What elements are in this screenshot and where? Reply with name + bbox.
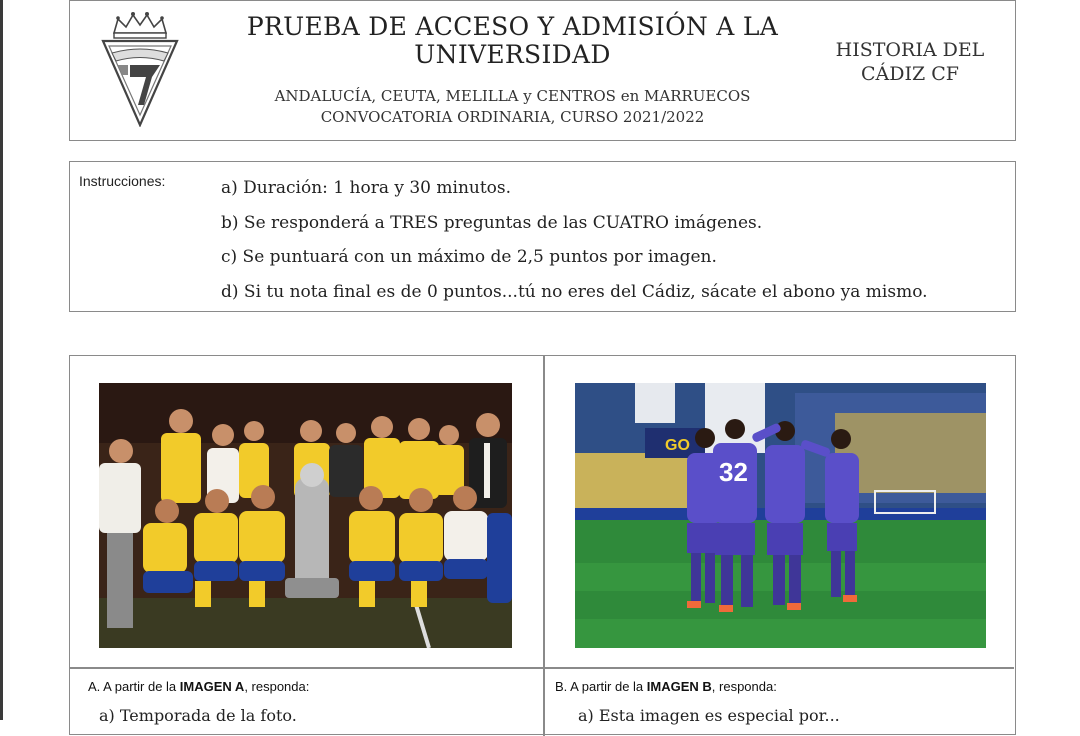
subject-line-2: CÁDIZ CF	[861, 63, 959, 85]
exam-subject	[825, 38, 995, 86]
instruction-item: d) Si tu nota final es de 0 puntos...tú no eres del Cádiz, sácate el abono ya mismo.	[221, 281, 928, 302]
instructions-box	[69, 161, 1016, 312]
instructions-label: Instrucciones:	[79, 173, 166, 189]
ad-board-text: GO	[665, 437, 690, 454]
exam-title: PRUEBA DE ACCESO Y ADMISIÓN A LA UNIVERSIDAD	[246, 12, 779, 69]
image-a-team-photo	[99, 383, 512, 648]
subtitle-session: CONVOCATORIA ORDINARIA, CURSO 2021/2022	[320, 108, 705, 126]
instructions-list	[221, 171, 928, 309]
subject-line-1: HISTORIA DEL	[835, 39, 985, 61]
instruction-item: c) Se puntuará con un máximo de 2,5 puntos por imagen.	[221, 247, 717, 267]
exam-subtitle	[240, 86, 785, 128]
question-b-prefix: B. A partir de la	[555, 679, 647, 694]
subtitle-region: ANDALUCÍA, CEUTA, MELILLA y CENTROS en MARRUECOS	[274, 87, 751, 105]
page-left-edge	[0, 0, 3, 720]
question-b-image-ref: IMAGEN B	[646, 679, 712, 694]
instruction-item: a) Duración: 1 hora y 30 minutos.	[221, 178, 512, 198]
question-a-item: a) Temporada de la foto.	[99, 706, 297, 725]
exam-header	[69, 0, 1016, 141]
cadiz-cf-crest-icon	[100, 9, 180, 127]
question-a-suffix: , responda:	[244, 679, 310, 694]
question-b-suffix: , responda:	[711, 679, 777, 694]
question-a-heading	[88, 679, 309, 694]
instruction-item: b) Se responderá a TRES preguntas de las CUATRO imágenes.	[221, 212, 763, 233]
image-b-celebration-photo	[575, 383, 986, 648]
column-divider	[543, 356, 545, 736]
question-b-heading	[555, 679, 777, 694]
questions-grid	[69, 355, 1016, 735]
question-a-image-ref: IMAGEN A	[179, 679, 245, 694]
question-a-prefix: A. A partir de la	[88, 679, 180, 694]
row-divider	[70, 667, 1014, 669]
question-b-item: a) Esta imagen es especial por...	[578, 706, 840, 725]
shirt-number: 32	[719, 457, 748, 487]
